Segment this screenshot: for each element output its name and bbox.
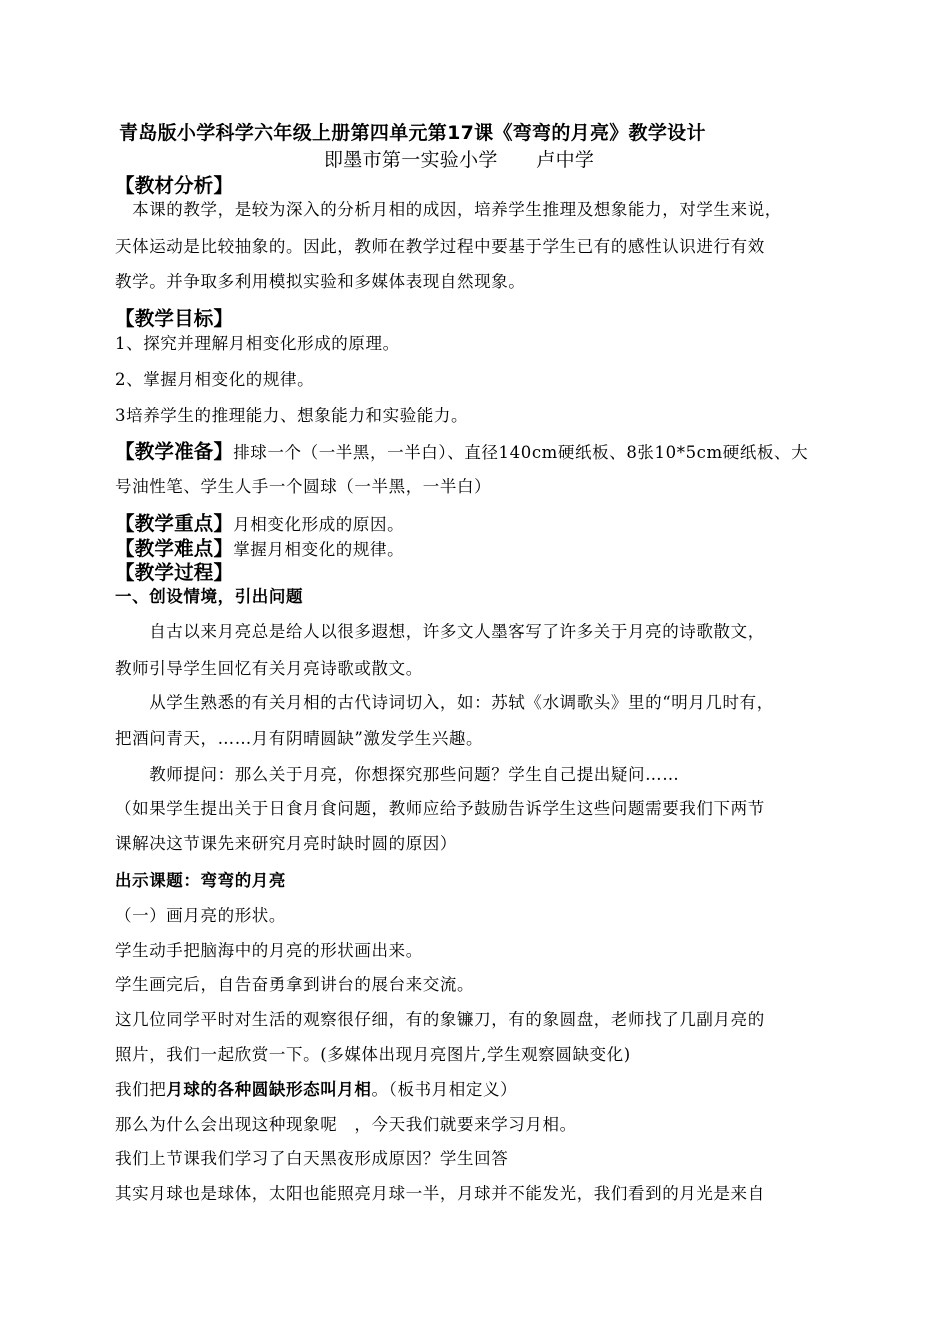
body-line-5-post: 。（板书月相定义） [371, 1080, 518, 1099]
body-line-8: 其实月球也是球体，太阳也能照亮月球一半，月球并不能发光，我们看到的月光是来自 [115, 1184, 765, 1203]
goals-heading: 【教学目标】 [115, 307, 234, 330]
preparation-heading: 【教学准备】 [115, 440, 234, 463]
goal-item-2: 2、掌握月相变化的规律。 [115, 370, 315, 389]
analysis-line-2: 天体运动是比较抽象的。因此，教师在教学过程中要基于学生已有的感性认识进行有效 [115, 237, 765, 256]
preparation-text-1: 排球一个（一半黑，一半白）、直径140cm硬纸板、8张10*5cm硬纸板、大 [233, 443, 809, 462]
body-line-7: 我们上节课我们学习了白天黑夜形成原因？学生回答 [115, 1149, 509, 1168]
body-line-5 [115, 1076, 517, 1100]
paragraph-2-line-2: 把酒问青天，……月有阴晴圆缺”激发学生兴趣。 [115, 729, 484, 748]
goal-item-3: 3培养学生的推理能力、想象能力和实验能力。 [115, 406, 469, 425]
subsection-1-heading: （一）画月亮的形状。 [115, 906, 286, 925]
section-1-heading: 一、创设情境，引出问题 [115, 587, 304, 606]
body-line-6: 那么为什么会出现这种现象呢 ，今天我们就要来学习月相。 [115, 1115, 577, 1134]
key-point-heading: 【教学重点】 [115, 512, 234, 535]
difficulty-heading: 【教学难点】 [115, 537, 234, 560]
preparation-line-1 [115, 436, 808, 464]
analysis-heading: 【教材分析】 [115, 174, 234, 197]
paragraph-4-line-1: （如果学生提出关于日食月食问题，教师应给予鼓励告诉学生这些问题需要我们下两节 [115, 799, 765, 818]
body-line-4: 照片，我们一起欣赏一下。(多媒体出现月亮图片,学生观察圆缺变化) [115, 1045, 631, 1064]
paragraph-1-line-2: 教师引导学生回忆有关月亮诗歌或散文。 [115, 659, 423, 678]
goal-item-1: 1、探究并理解月相变化形成的原理。 [115, 334, 400, 353]
difficulty-text: 掌握月相变化的规律。 [233, 540, 405, 559]
process-heading: 【教学过程】 [115, 561, 234, 584]
body-line-5-pre: 我们把 [115, 1080, 167, 1099]
preparation-line-2: 号油性笔、学生人手一个圆球（一半黑，一半白） [115, 477, 492, 496]
body-line-2: 学生画完后，自告奋勇拿到讲台的展台来交流。 [115, 975, 475, 994]
topic-line: 出示课题：弯弯的月亮 [115, 871, 286, 890]
body-line-1: 学生动手把脑海中的月亮的形状画出来。 [115, 941, 423, 960]
analysis-line-3: 教学。并争取多利用模拟实验和多媒体表现自然现象。 [115, 272, 526, 291]
document-title: 青岛版小学科学六年级上册第四单元第17课《弯弯的月亮》教学设计 [119, 122, 706, 144]
paragraph-3-line-1: 教师提问：那么关于月亮，你想探究那些问题？学生自己提出疑问…… [115, 765, 680, 784]
key-point-line [115, 508, 404, 536]
paragraph-2-line-1: 从学生熟悉的有关月相的古代诗词切入，如：苏轼《水调歌头》里的“明月几时有， [115, 693, 774, 712]
body-line-3: 这几位同学平时对生活的观察很仔细，有的象镰刀，有的象圆盘，老师找了几副月亮的 [115, 1010, 765, 1029]
paragraph-1-line-1: 自古以来月亮总是给人以很多遐想，许多文人墨客写了许多关于月亮的诗歌散文， [115, 622, 765, 641]
author-line: 即墨市第一实验小学 卢中学 [324, 149, 595, 171]
key-point-text: 月相变化形成的原因。 [233, 515, 405, 534]
moon-phase-definition: 月球的各种圆缺形态叫月相 [166, 1080, 372, 1099]
paragraph-4-line-2: 课解决这节课先来研究月亮时缺时圆的原因） [115, 834, 457, 853]
analysis-line-1: 本课的教学，是较为深入的分析月相的成因，培养学生推理及想象能力，对学生来说， [115, 200, 782, 219]
